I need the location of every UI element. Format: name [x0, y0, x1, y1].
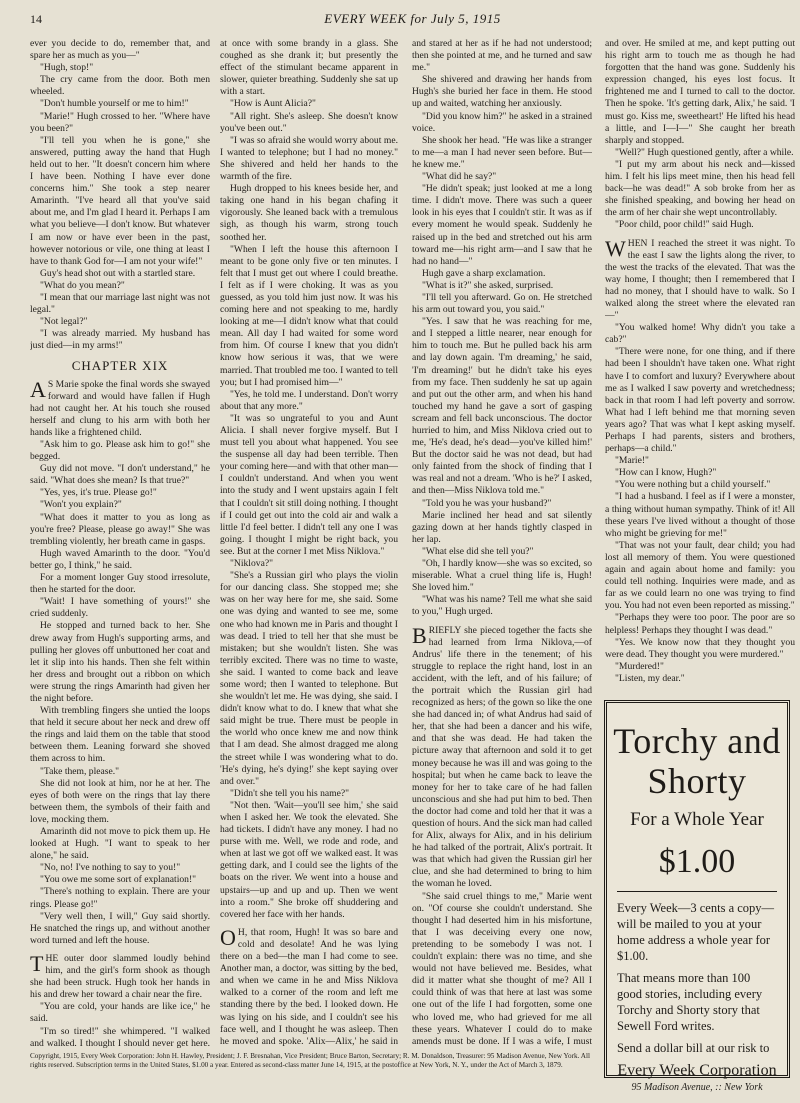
paragraph: "Not legal?"	[40, 316, 88, 328]
paragraph: "What is it?" she asked, surprised.	[422, 279, 554, 291]
paragraph: "What did he say?"	[422, 171, 497, 183]
ad-address: 95 Madison Avenue, :: New York	[631, 1082, 763, 1093]
paragraph: "Very well then, I will," Guy said shortly. He snatched the rings up, and without another word turned and left the house.	[30, 910, 210, 946]
chapter-heading: CHAPTER XIX	[71, 358, 169, 374]
paragraph: at once with some brandy in a glass. She coughed as she drank it; but presently the effect of the stimulant became apparent in slower, quieter breathing. Suddenly she sat up with a start.	[220, 38, 398, 98]
ad-title: Torchy and Shorty	[613, 721, 781, 801]
paragraph: ever you decide to do, remember that, and spare her as much as you—"	[30, 38, 210, 62]
paragraph: "What was his name? Tell me what she said to you," Hugh urged.	[412, 594, 592, 618]
paragraph: "That was not your fault, dear child; you had lost all memory of them. You were questioned again and again about home and family: you could tell nothing. Inquiries were made, and as far as we could learn no one was trying to find you. You had not even been reported as missing."	[605, 539, 795, 612]
paragraph: He stopped and turned back to her. She drew away from Hugh's supporting arms, and pulling her gloves off unbuttoned her coat and let it slip into his hands. Then she felt within her dress and brought out a ribbon on which were strung the rings Amarinth had given her the night before.	[30, 620, 210, 704]
paragraph: "I'll tell you when he is gone," she answered, putting away the hand that Hugh held out to her. "It doesn't concern him where I have been. Nothing I have ever done concerns him." She took a step nearer Amarinth. "I've heard all that you've said about me, and I'm glad I heard it. Perhaps I am what you believe—I don't know. But whatever I am now or have ever been in the past, however notorious or vile, one thing at least I have to thank God for—I am not your wife!"	[30, 134, 210, 267]
page-number: 14	[30, 12, 42, 26]
paragraph: "It was so ungrateful to you and Aunt Alicia. I shall never forgive myself. But I must tell you about what happened. You see the suspense all day had been terrible. Then your coming here—and with that other man—I couldn't understand. And when you went into the study and I went upstairs again I felt that I couldn't sit still doing nothing. I thought if I could get out into the cold air and walk a little I'd feel better. I didn't tell any one I was going. I thought I might be right back, you see. But at the corner I met Miss Niklova."	[220, 412, 398, 557]
paragraph: "Murdered!"	[615, 660, 664, 672]
paragraph: "She's a Russian girl who plays the violin for our dancing class. She stopped me; she was on her way here for me, she said. Some one was dying and wanted to see me, some one who had known me in Paris and thought I was dead. I tried to tell her that she must be mistaken; but she wouldn't listen. She was terribly excited. There was no time to waste, she said. I wanted to come back and leave some word; then I wanted to telephone. But she wouldn't let me. He was dying, she said. I didn't know what to do. I knew that what she said might be true. There must be people in the world who once knew me and now think that I am dead. She almost dragged me along the street while I was wondering what to do. 'He's dying, he's dying!' she kept saying over and over."	[220, 570, 398, 787]
paragraph: Guy's head shot out with a startled stare.	[40, 267, 196, 279]
ad-body	[607, 900, 787, 1056]
paragraph: "Won't you explain?"	[40, 499, 122, 511]
paragraph: "What do you mean?"	[40, 279, 125, 291]
paragraph: THE outer door slammed loudly behind him, and the girl's form shook as though she had been struck. Hugh took her hands in his and drew her toward a chair near the fire.	[30, 950, 210, 1001]
divider	[617, 891, 777, 892]
paragraph: "How is Aunt Alicia?"	[230, 98, 316, 110]
paragraph: "When I left the house this afternoon I meant to be gone only five or ten minutes. I felt that I must get out where I could breathe. I felt as if I were choking. It was as you guessed, as you told him just now. It was his coming here and not speaking to me, hardly looking at me—I didn't know what that could mean. All day I had waited for some word from him. Of course I knew that you didn't know how serious it was, that we were married. That troubled me too. I wanted to tell you; but I had promised him—"	[220, 243, 398, 388]
paragraph: "No, no! I've nothing to say to you!"	[40, 862, 181, 874]
paragraph: "Poor child, poor child!" said Hugh.	[615, 219, 754, 231]
paragraph: With trembling fingers she untied the loops that held it secure about her neck and drew off the rings and laid them on the table that stood between them. Leaning forward she shoved them across to him.	[30, 705, 210, 765]
paragraph: For a moment longer Guy stood irresolute, then he started for the door.	[30, 572, 210, 596]
text-column-3	[412, 38, 592, 1048]
paragraph: and stared at her as if he had not understood; then she pointed at me, and he turned and saw me."	[412, 38, 592, 74]
drop-cap: O	[220, 924, 236, 950]
paragraph: "Told you he was your husband?"	[422, 497, 552, 509]
paragraph: "I mean that our marriage last night was not legal."	[30, 291, 210, 316]
page-header	[30, 10, 795, 28]
paragraph: "I had a husband. I feel as if I were a monster, a thing without human sympathy. Think of it! All these years I've lived without a thought of those who might be grieving for me!"	[605, 491, 795, 539]
ad-corporation: Every Week Corporation	[617, 1062, 777, 1079]
paragraph: "There's nothing to explain. There are your rings. Please go!"	[30, 886, 210, 910]
paragraph: "All right. She's asleep. She doesn't know you've been out."	[220, 110, 398, 134]
paragraph: Guy did not move. "I don't understand," he said. "What does she mean? Is that true?"	[30, 463, 210, 487]
paragraph: "There were none, for one thing, and if there had been I shouldn't have taken one. What right have I to comfort and luxury? Everywhere about me as I walked I saw poverty and wretchedness; back in that room I had left poverty and sorrow. What had I left behind me that morning seven years ago? That was what I kept asking myself. Perhaps I had parents, sisters and brothers, perhaps—a child."	[605, 346, 795, 455]
paragraph: "He didn't speak; just looked at me a long time. I didn't move. There was such a queer look in his eyes that I couldn't stir. It was as if every moment he would speak. Suddenly he raised up in the bed and stretched out his arm toward me—his right arm—and I saw that he had no hand—"	[412, 183, 592, 267]
ad-subtitle: For a Whole Year	[630, 809, 764, 830]
paragraph: "What else did she tell you?"	[422, 545, 534, 557]
ad-paragraph: Send a dollar bill at our risk to	[617, 1041, 770, 1055]
paragraph: "How can I know, Hugh?"	[615, 467, 717, 479]
paragraph: "I put my arm about his neck and—kissed him. I felt his lips meet mine, then his head fell back—he was dead!" A sob broke from her as she finished speaking, and bowing her head on the arm of her chair she wept uncontrollably.	[605, 158, 795, 219]
paragraph: Hugh gave a sharp exclamation.	[422, 267, 546, 279]
paragraph: "You were nothing but a child yourself."	[615, 479, 771, 491]
ad-paragraph: Every Week—3 cents a copy—will be mailed to you at your home address a whole year for $1.00.	[617, 901, 775, 963]
text-column-4	[605, 38, 795, 686]
subscription-ad	[604, 700, 790, 1093]
paragraph: A S Marie spoke the final words she swayed forward and would have fallen if Hugh had not caught her. At his touch she roused herself and clung to his arm with both her hands like a frightened child.	[30, 376, 210, 438]
text-column-1	[30, 38, 210, 1048]
paragraph: "I'll tell you afterward. Go on. He stretched his arm out toward you, you said."	[412, 291, 592, 316]
paragraph: She did not look at him, nor he at her. The eyes of both were on the rings that lay there between them, the symbols of their faith and love, mocking them.	[30, 777, 210, 825]
drop-cap: W	[605, 235, 626, 261]
paragraph: "Wait! I have something of yours!" she cried suddenly.	[30, 596, 210, 620]
paragraph: "Niklova?"	[230, 558, 273, 570]
paragraph: Amarinth did not move to pick them up. He looked at Hugh. "I want to speak to her alone," he said.	[30, 826, 210, 862]
paragraph: "Don't humble yourself or me to him!"	[40, 98, 189, 110]
paragraph: "Didn't she tell you his name?"	[230, 787, 350, 799]
paragraph: O H, that room, Hugh! It was so bare and cold and desolate! And he was lying there on a bed—the man I had come to see. Another man, a doctor, was sitting by the bed, and when we came in he and Miss Niklova walked to a corner of the room and left me standing there by the bed. I looked down. He was lying on his side, and I couldn't see his face well, and I thought he was asleep. Then he moved and spoke. 'Alix—Alix,' he said in	[220, 924, 398, 1047]
paragraph: Hugh dropped to his knees beside her, and taking one hand in his began chafing it vigorously. She leaned back with a tremulous sigh, as though his warm, strong touch soothed her.	[220, 183, 398, 243]
running-head	[30, 11, 795, 27]
drop-cap: A	[30, 376, 46, 402]
ad-paragraph: That means more than 100 good stories, including every Torchy and Shorty story that Sewell Ford writes.	[617, 971, 763, 1033]
paragraph: "I was already married. My husband has just died—in my arms!"	[30, 328, 210, 352]
paragraph: "Perhaps they were too poor. The poor are so helpless! Perhaps they thought I was dead."	[605, 612, 795, 636]
paragraph: and over. He smiled at me, and kept putting out his right arm to touch me as though he had forgotten that the hand was gone. Suddenly his expression changed, his eyes lost focus. It frightened me and I turned to call to the doctor. Then he spoke. 'It's getting dark, Alix,' he said. 'I must go. Kiss me, sweetheart!' He lifted his head a little, and I—I—" She caught her breath sharply and stopped.	[605, 38, 795, 146]
paragraph: "Not then. 'Wait—you'll see him,' she said when I asked her. We took the elevated. She had tickets. I didn't have any money. I had no purse with me. Well, we rode and rode, and when at last we got off we walked east. It was getting dark, and I could see the lights of the boats on the river. We went into a house and upstairs—up and up and up. Then we went into a room." She broke off shuddering and covered her face with her hands.	[220, 799, 398, 920]
paragraph: "Hugh, stop!"	[40, 62, 94, 74]
paragraph: Marie inclined her head and sat silently gazing down at her hands tightly clasped in her lap.	[412, 509, 592, 545]
magazine-name: EVERY WEEK	[324, 11, 407, 26]
paragraph: "Yes, yes, it's true. Please go!"	[40, 487, 157, 499]
paragraph: Hugh waved Amarinth to the door. "You'd better go, I think," he said.	[30, 547, 210, 571]
issue-date: for July 5, 1915	[410, 11, 501, 26]
paragraph: "Listen, my dear."	[615, 672, 685, 684]
paragraph: "Yes. We know now that they thought you were dead. They thought you were murdered."	[605, 636, 795, 660]
paragraph: "Oh, I hardly know—she was so excited, so miserable. What a cruel thing life is, Hugh! She loved him."	[412, 558, 592, 594]
paragraph: BRIEFLY she pieced together the facts she had learned from Irma Niklova,—of Andrus' life there in the tenement; of his struggle to replace the right hand, lost in an accident, with the left, and of his failure; of the portrait which the Russian girl had recognized as hers; of the gown so like the one she had danced in; of what Andrus had said of her, that she had been a dancer and his wife, and that she was dead. He had taken the picture away that afternoon and sold it to get money because he was ill and was going to the hospital; but when he came back to leave the money for her to take care of he had fallen unconscious and she had put him to bed. Then the doctor had come and told her that it was a question of hours. And the sick man had called for Alix, always for Alix, and in his delirium he had talked of the portrait, Alix's portrait. It was that which had given the Russian girl her clue, and she had determined to bring to him the woman he loved.	[412, 622, 592, 890]
paragraph: "Well?" Hugh questioned gently, after a while.	[615, 146, 794, 158]
drop-cap: T	[30, 950, 44, 976]
drop-cap: B	[412, 622, 427, 648]
paragraph: "You walked home! Why didn't you take a cab?"	[605, 322, 795, 346]
ad-price: $1.00	[658, 843, 736, 880]
paragraph: "Marie!"	[615, 455, 649, 467]
paragraph: She shivered and drawing her hands from Hugh's she buried her face in them. He stood up and waited, watching her anxiously.	[412, 74, 592, 110]
paragraph: She shook her head. "He was like a stranger to me—a man I had never seen before. But—he knew me."	[412, 134, 592, 170]
paragraph: "Marie!" Hugh crossed to her. "Where have you been?"	[30, 110, 210, 134]
text-column-2	[220, 38, 398, 1048]
paragraph: The cry came from the door. Both men wheeled.	[30, 74, 210, 98]
paragraph: "I was so afraid she would worry about me. I wanted to telephone; but I had no money." She shivered and held her hands to the warmth of the fire.	[220, 134, 398, 183]
copyright-notice: Copyright, 1915, Every Week Corporation: John H. Hawley, President; J. F. Bresnahan, Vice President; Bruce Barton, Secretary; R. M. Donaldson, Treasurer: 95 Madison Avenue, New York. All rights reserved. Subscription terms in the United States, $1.00 a year. Entered as second-class matter June 14, 1915, at the postoffice at New York, N. Y., under the Act of March 3, 1879.	[30, 1052, 590, 1069]
paragraph: "Yes, he told me. I understand. Don't worry about that any more."	[220, 388, 398, 412]
paragraph: "I'm so tired!" she whimpered. "I walked and walked. I thought I should never get here.	[30, 1025, 210, 1048]
paragraph: "She said cruel things to me," Marie went on. "Of course she couldn't understand. She thought I had deserted him in his misfortune, that I was deceiving every one now, pretending to be somebody I was not. I couldn't explain: there was no time, and she would not have believed me. Besides, what did it matter what she thought of me? All I could think of was that here at last was some one out of the life I had forgotten, some one who loved me, who had grieved for me all these years. Whatever I could do to make amends must be done. If I was a wife, I must	[412, 890, 592, 1047]
paragraph: "Take them, please."	[40, 765, 120, 777]
paragraph: "You are cold, your hands are like ice," he said.	[30, 1001, 210, 1025]
paragraph: "Ask him to go. Please ask him to go!" she begged.	[30, 439, 210, 463]
paragraph: "Yes. I saw that he was reaching for me, and I stepped a little nearer, near enough for him to touch me. But he pulled back his arm and lay down again. 'I'm dreaming,' he said, 'I'm dreaming!' but he didn't take his eyes from my face. Then suddenly he sat up again and put out the other arm, and when his hand touched my hand he gave a sort of gasping scream and fell back unconscious. The doctor hurried to him, and Miss Niklova cried out to me, 'He's dead, he's dead—you've killed him!' But the doctor said he was not dead, but had only fainted from the shock of finding that I was real and not a dream. 'Who is he?' I asked, and then—Miss Niklova told me."	[412, 316, 592, 497]
paragraph: "You owe me some sort of explanation!"	[40, 874, 197, 886]
paragraph: "What does it matter to you as long as you're free? Please, please go away!" She was trembling violently, her breath came in gasps.	[30, 511, 210, 547]
paragraph: WHEN I reached the street it was night. To the east I saw the lights along the river, to the west the tracks of the elevated. That was the way home, I thought; then I remembered that I had no money, that I should have to walk. So I walked along the street where the elevated ran—"	[605, 235, 795, 322]
paragraph: "Did you know him?" he asked in a strained voice.	[412, 110, 592, 134]
